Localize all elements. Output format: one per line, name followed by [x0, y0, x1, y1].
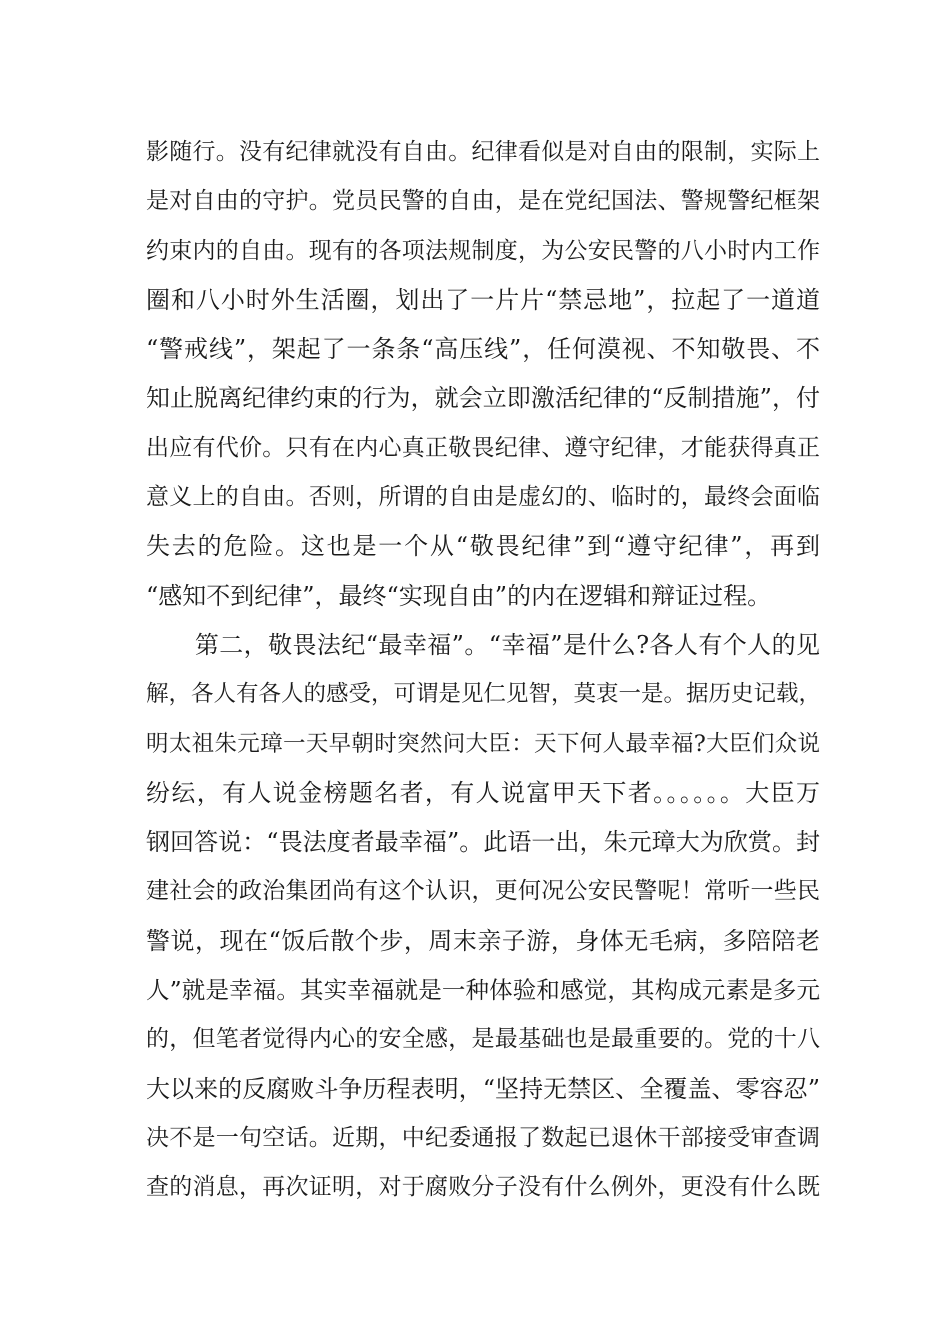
text-line: 警说，现在“饭后散个步，周末亲子游，身体无毛病，多陪陪老 [146, 926, 820, 955]
text-line: 大以来的反腐败斗争历程表明，“坚持无禁区、全覆盖、零容忍” [146, 1074, 820, 1103]
text-line: 圈和八小时外生活圈，划出了一片片“禁忌地”，拉起了一道道 [146, 285, 820, 314]
text-line: “感知不到纪律”，最终“实现自由”的内在逻辑和辩证过程。 [146, 581, 772, 610]
text-line: “警戒线”，架起了一条条“高压线”，任何漠视、不知敬畏、不 [146, 335, 820, 364]
text-line: 意义上的自由。否则，所谓的自由是虚幻的、临时的，最终会面临 [146, 484, 820, 511]
text-line: 约束内的自由。现有的各项法规制度，为公安民警的八小时内工作 [146, 237, 820, 264]
text-line: 的，但笔者觉得内心的安全感，是最基础也是最重要的。党的十八 [146, 1026, 820, 1053]
text-line: 明太祖朱元璋一天早朝时突然问大臣：天下何人最幸福?大臣们众说 [146, 730, 820, 757]
text-line: 决不是一句空话。近期，中纪委通报了数起已退休干部接受审查调 [146, 1124, 820, 1151]
text-line: 解，各人有各人的感受，可谓是见仁见智，莫衷一是。据历史记载， [146, 681, 822, 708]
text-line: 知止脱离纪律约束的行为，就会立即激活纪律的“反制措施”，付 [146, 384, 820, 413]
text-line: 出应有代价。只有在内心真正敬畏纪律、遵守纪律，才能获得真正 [146, 434, 820, 461]
text-line: 纷纭，有人说金榜题名者，有人说富甲天下者。。。。。。大臣万 [146, 778, 820, 807]
text-line: 查的消息，再次证明，对于腐败分子没有什么例外，更没有什么既 [146, 1174, 820, 1201]
text-line: 是对自由的守护。党员民警的自由，是在党纪国法、警规警纪框架 [146, 188, 820, 215]
body-text [146, 128, 820, 1213]
text-line: 人”就是幸福。其实幸福就是一种体验和感觉，其构成元素是多元 [146, 976, 820, 1005]
text-line: 影随行。没有纪律就没有自由。纪律看似是对自由的限制，实际上 [146, 139, 820, 165]
text-line: 建社会的政治集团尚有这个认识，更何况公安民警呢！常听一些民 [146, 878, 820, 905]
text-line: 钢回答说：“畏法度者最幸福”。此语一出，朱元璋大为欣赏。封 [146, 828, 820, 857]
text-line: 失去的危险。这也是一个从“敬畏纪律”到“遵守纪律”，再到 [146, 532, 820, 561]
text-line: 第二，敬畏法纪“最幸福”。“幸福”是什么?各人有个人的见 [146, 630, 820, 659]
